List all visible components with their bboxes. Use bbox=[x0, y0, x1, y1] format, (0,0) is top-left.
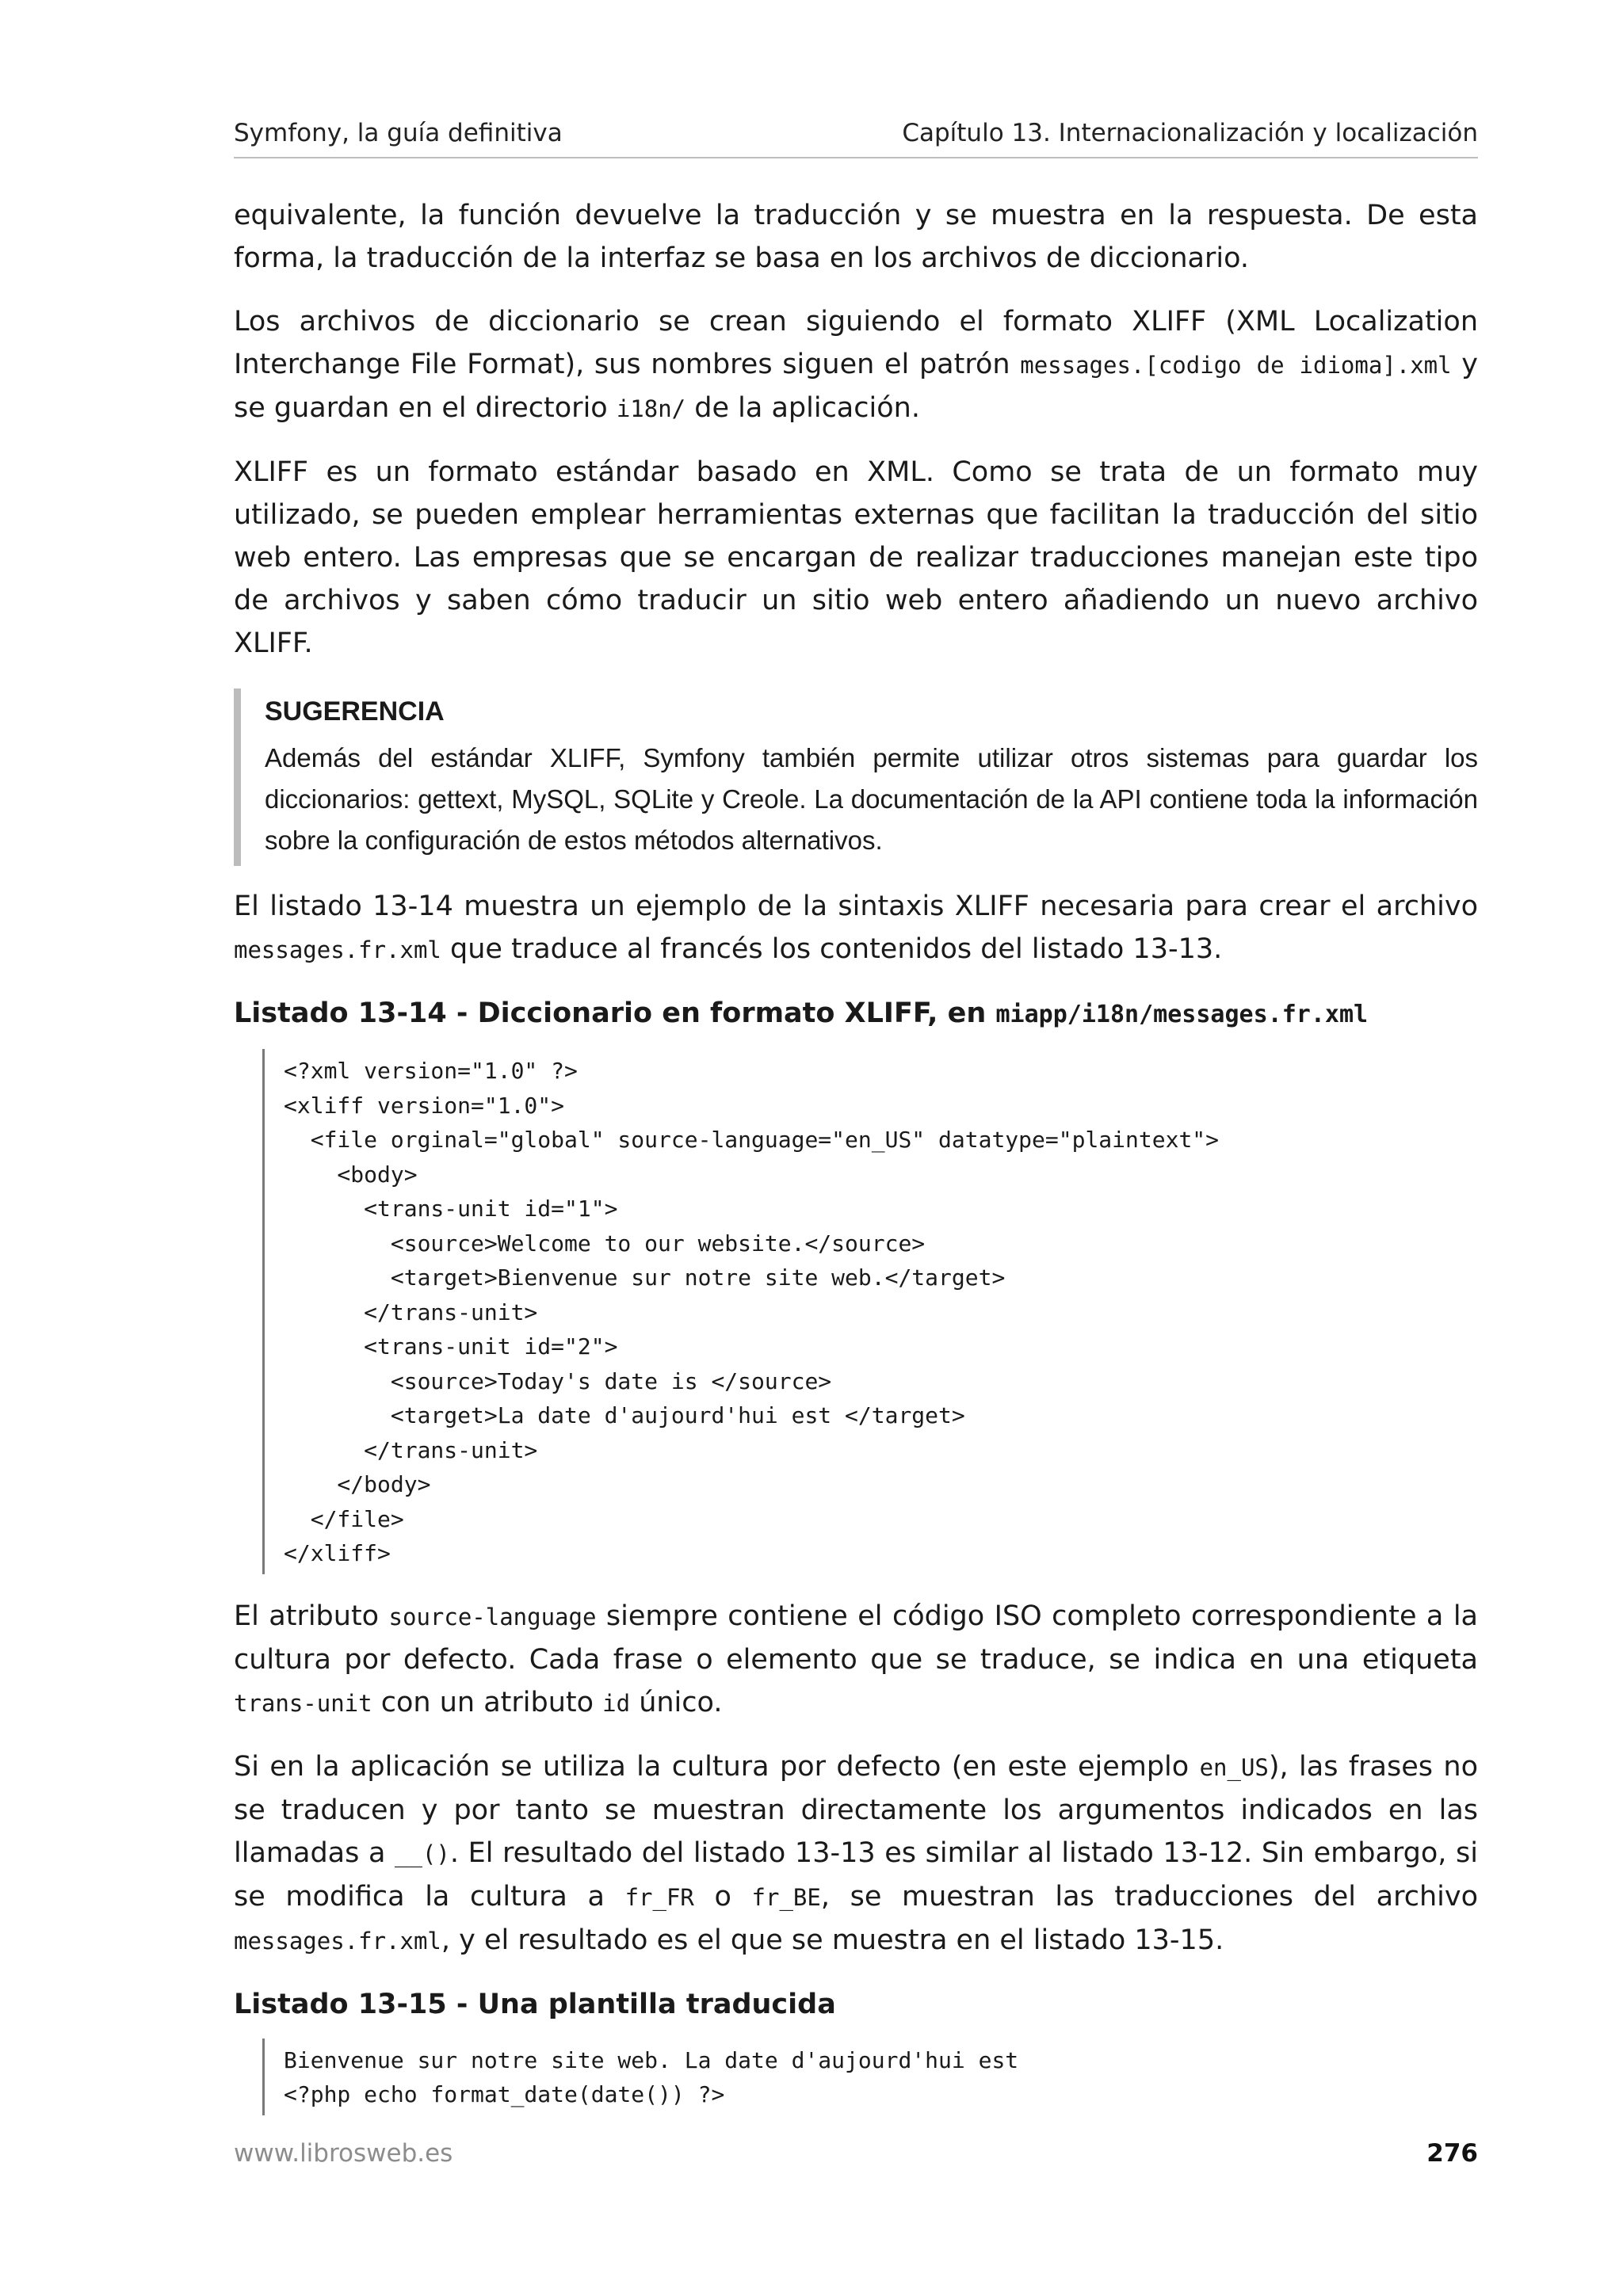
code-line: </file> bbox=[284, 1505, 404, 1532]
code-line: </body> bbox=[284, 1471, 431, 1497]
code-block-listing-15 bbox=[262, 2039, 1478, 2115]
code-line: <source>Today's date is </source> bbox=[284, 1367, 832, 1394]
code-line: <source>Welcome to our website.</source> bbox=[284, 1230, 926, 1257]
footer-site: www.librosweb.es bbox=[234, 2139, 453, 2168]
code-line: </trans-unit> bbox=[284, 1299, 538, 1325]
inline-code: i18n/ bbox=[616, 395, 686, 422]
paragraph-2: Los archivos de diccionario se crean siguiendo el formato XLIFF (XML Localization Interchange File Format), sus nombres siguen el patrón messages.[codigo de idioma].xml y se guardan en el directorio i18n/ de la aplicación. bbox=[234, 306, 1479, 424]
code-line: <target>La date d'aujourd'hui est </target> bbox=[284, 1402, 965, 1428]
paragraph-1: equivalente, la función devuelve la traducción y se muestra en la respuesta. De esta forma, la traducción de la interfaz se basa en los archivos de diccionario. bbox=[234, 200, 1478, 274]
code-line: <trans-unit id="2"> bbox=[284, 1333, 618, 1360]
inline-code: fr_BE bbox=[751, 1883, 821, 1911]
paragraph-5: El atributo source-language siempre contiene el código ISO completo correspondiente a la cultura por defecto. Cada frase o elemento que se traduce, se indica en una etiqueta trans-unit con un atributo id único. bbox=[234, 1600, 1478, 1718]
book-title: Symfony, la guía definitiva bbox=[234, 119, 563, 147]
inline-code: id bbox=[602, 1689, 631, 1717]
code-line: Bienvenue sur notre site web. La date d'aujourd'hui est bbox=[284, 2046, 1019, 2073]
inline-code: source-language bbox=[388, 1603, 597, 1630]
inline-code: fr_FR bbox=[624, 1883, 694, 1911]
code-line: <?php echo format_date(date()) ?> bbox=[284, 2081, 725, 2107]
inline-code: miapp/i18n/messages.fr.xml bbox=[995, 1001, 1369, 1028]
paragraph-6: Si en la aplicación se utiliza la cultura por defecto (en este ejemplo en_US), las frases no se traducen y por tanto se muestran directamente los argumentos indicados en las llamadas a __(). El resultado del listado 13-13 es similar al listado 13-12. Sin embargo, si se modifica la cultura a fr_FR o fr_BE, se muestran las traducciones del archivo messages.fr.xml, y el resultado es el que se muestra en el listado 13-15. bbox=[234, 1750, 1478, 1956]
chapter-title: Capítulo 13. Internacionalización y localización bbox=[902, 119, 1478, 147]
code-line: <file orginal="global" source-language="en_US" datatype="plaintext"> bbox=[284, 1127, 1220, 1153]
inline-code: en_US bbox=[1199, 1753, 1269, 1781]
running-header bbox=[234, 119, 1478, 158]
listing-15-title: Listado 13-15 - Una plantilla traducida bbox=[234, 1988, 836, 2020]
code-line: <xliff version="1.0"> bbox=[284, 1092, 565, 1119]
inline-code: messages.[codigo de idioma].xml bbox=[1020, 352, 1452, 379]
code-block-listing-14 bbox=[262, 1049, 1478, 1574]
inline-code: messages.fr.xml bbox=[234, 1927, 441, 1955]
inline-code: trans-unit bbox=[234, 1689, 372, 1717]
tip-title: SUGERENCIA bbox=[265, 696, 445, 727]
document-page bbox=[234, 0, 1478, 2296]
code-line: <trans-unit id="1"> bbox=[284, 1196, 618, 1222]
inline-code: __() bbox=[395, 1840, 450, 1867]
code-line: <?xml version="1.0" ?> bbox=[284, 1058, 578, 1084]
code-line: </trans-unit> bbox=[284, 1436, 538, 1463]
tip-box bbox=[234, 688, 1478, 866]
paragraph-3: XLIFF es un formato estándar basado en XML. Como se trata de un formato muy utilizado, se pueden emplear herramientas externas que facilitan la traducción del sitio web entero. Las empresas que se encargan de realizar traducciones manejan este tipo de archivos y saben cómo traducir un sitio web entero añadiendo un nuevo archivo XLIFF. bbox=[234, 456, 1478, 659]
page-number: 276 bbox=[1426, 2139, 1478, 2168]
inline-code: messages.fr.xml bbox=[234, 936, 441, 963]
code-line: <target>Bienvenue sur notre site web.</target> bbox=[284, 1264, 1006, 1291]
listing-14-title: Listado 13-14 - Diccionario en formato XLIFF, en miapp/i18n/messages.fr.xml bbox=[234, 997, 1369, 1029]
tip-text: Además del estándar XLIFF, Symfony también permite utilizar otros sistemas para guardar los diccionarios: gettext, MySQL, SQLite y Creole. La documentación de la API contiene toda la información sobre la configuración de estos métodos alternativos. bbox=[265, 743, 1478, 855]
page-content bbox=[234, 194, 1478, 2136]
code-line: </xliff> bbox=[284, 1540, 391, 1566]
code-line: <body> bbox=[284, 1161, 418, 1188]
paragraph-4: El listado 13-14 muestra un ejemplo de la sintaxis XLIFF necesaria para crear el archivo messages.fr.xml que traduce al francés los contenidos del listado 13-13. bbox=[234, 891, 1478, 965]
